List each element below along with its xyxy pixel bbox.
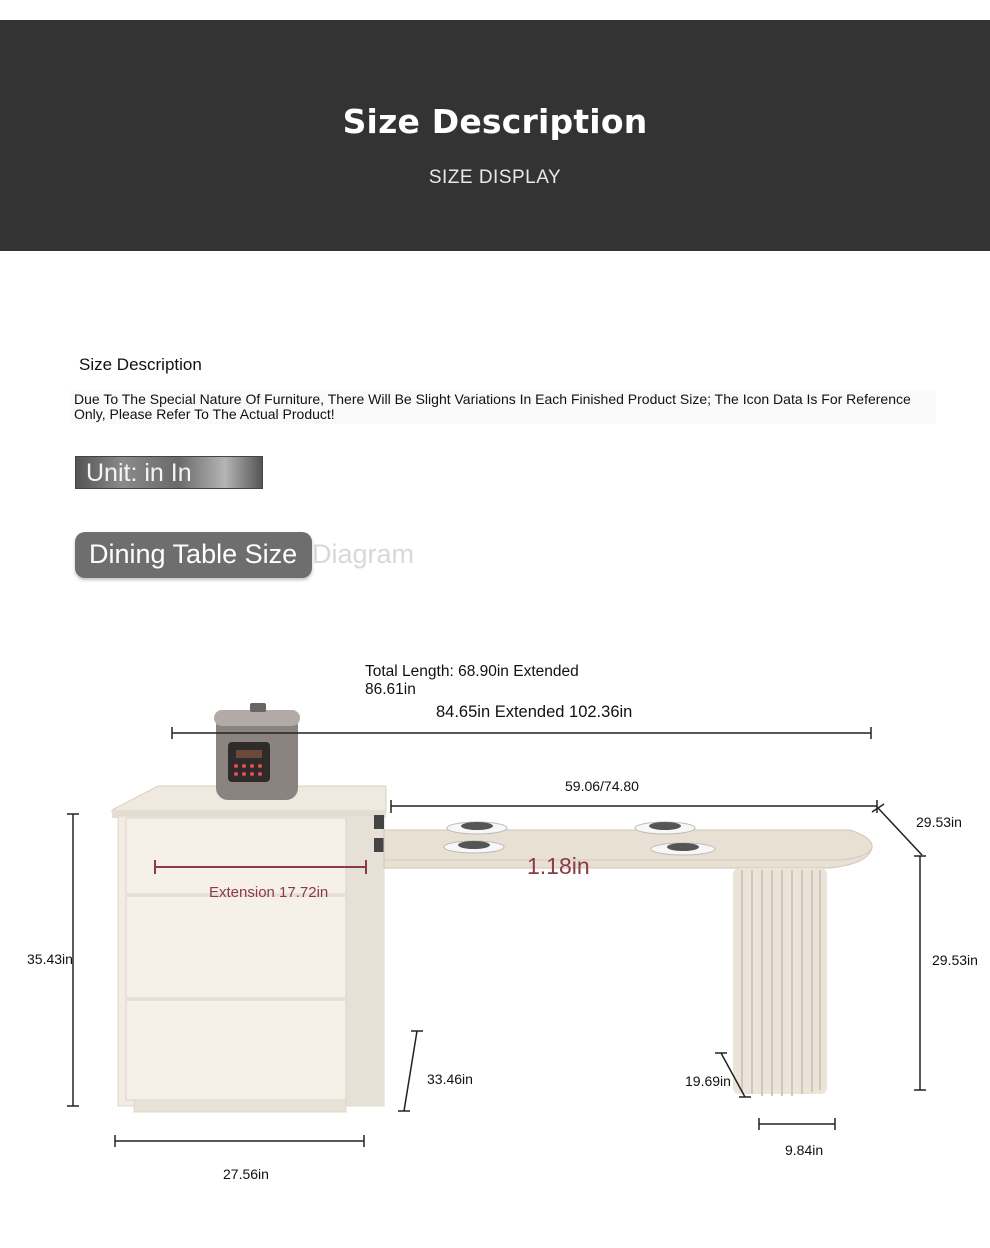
cabinet-depth-label: 33.46in	[427, 1071, 473, 1087]
banner-subtitle: SIZE DISPLAY	[428, 167, 562, 188]
table-height-label: 29.53in	[932, 952, 978, 968]
banner-title: Size Description	[342, 102, 648, 141]
unit-label: Unit: in In	[75, 456, 263, 489]
pedestal-depth-label: 19.69in	[685, 1073, 731, 1089]
tabletop-length-label: 59.06/74.80	[565, 778, 639, 794]
product-title-ghost: Diagram	[312, 539, 415, 569]
overall-length-label: 84.65in Extended 102.36in	[436, 703, 633, 721]
pedestal-width-label: 9.84in	[785, 1142, 824, 1158]
top-thickness-label: 1.18in	[527, 853, 590, 879]
disclaimer-text: Due To The Special Nature Of Furniture, There Will Be Slight Variations In Each Finished Product Size; The Icon Data Is For Reference Only, Please Refer To The Actual Product!	[70, 390, 936, 424]
pedestal	[733, 868, 827, 1096]
total-length-line2: 86.61in	[365, 681, 416, 698]
section-heading: Size Description	[79, 355, 202, 374]
product-title-pill: Dining Table Size	[75, 532, 312, 578]
rice-cooker-icon	[214, 703, 300, 800]
furniture-illustration	[112, 703, 872, 1112]
dimension-diagram	[0, 640, 990, 1248]
cabinet-width-label: 27.56in	[223, 1166, 269, 1182]
total-length-line1: Total Length: 68.90in Extended	[365, 663, 579, 680]
tabletop-depth-label: 29.53in	[916, 814, 962, 830]
extension-label: Extension 17.72in	[209, 884, 329, 901]
cabinet-height-label: 35.43in	[27, 951, 73, 967]
header-banner	[0, 20, 990, 251]
